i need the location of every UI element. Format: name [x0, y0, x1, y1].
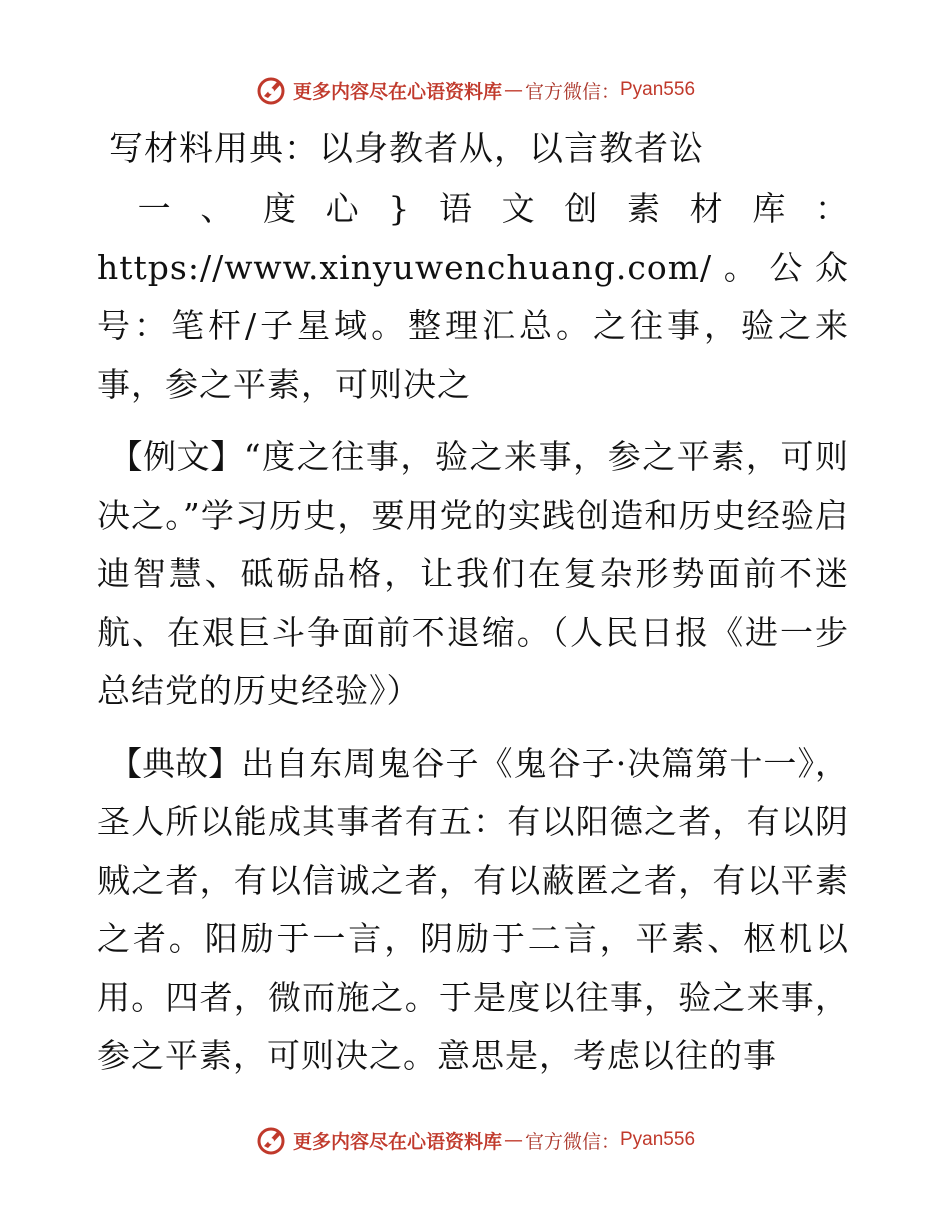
paragraph-example [97, 428, 849, 721]
paragraph-allusion [97, 735, 849, 1086]
pen-circle-logo-icon [255, 1124, 287, 1156]
paragraph-intro-text: 一、度心}语文创素材库：https://www.xinyuwenchuang.com/。公众号：笔杆/子星域。整理汇总。之往事，验之来事，参之平素，可则决之 [97, 189, 849, 404]
banner-wechat-id: Pyan556 [620, 1129, 696, 1150]
paragraph-allusion-text: 出自东周鬼谷子《鬼谷子·决篇第十一》，圣人所以能成其事者有五：有以阳德之者，有以阴贼之者，有以信诚之者，有以蔽匿之者，有以平素之者。阳励于一言，阴励于二言，平素、枢机以用。四者，微而施之。于是度以往事，验之来事，参之平素，可则决之。意思是，考虑以往的事 [97, 743, 849, 1075]
paragraph-intro [97, 180, 849, 414]
banner-main-text: 更多内容尽在心语资料库 [292, 1130, 502, 1153]
page-title: 写材料用典：以身教者从，以言教者讼 [109, 129, 704, 169]
banner-separator: — [503, 1129, 523, 1151]
banner-main-text: 更多内容尽在心语资料库 [292, 80, 502, 103]
header-banner [0, 70, 950, 110]
example-label: 【例文】 [109, 437, 244, 476]
allusion-label: 【典故】 [109, 743, 242, 783]
document-body [97, 120, 849, 1100]
banner-separator: — [503, 79, 523, 101]
banner-wechat-label: 官方微信： [524, 80, 620, 103]
pen-circle-logo-icon [255, 74, 287, 106]
banner-wechat-id: Pyan556 [620, 79, 696, 100]
footer-banner [0, 1120, 950, 1160]
paragraph-example-text: “度之往事，验之来事，参之平素，可则决之。”学习历史，要用党的实践创造和历史经验启迪智慧、砥砺品格，让我们在复杂形势面前不迷航、在艰巨斗争面前不退缩。（人民日报《进一步总结党的历史经验》） [97, 437, 850, 710]
banner-wechat-label: 官方微信： [524, 1130, 620, 1153]
